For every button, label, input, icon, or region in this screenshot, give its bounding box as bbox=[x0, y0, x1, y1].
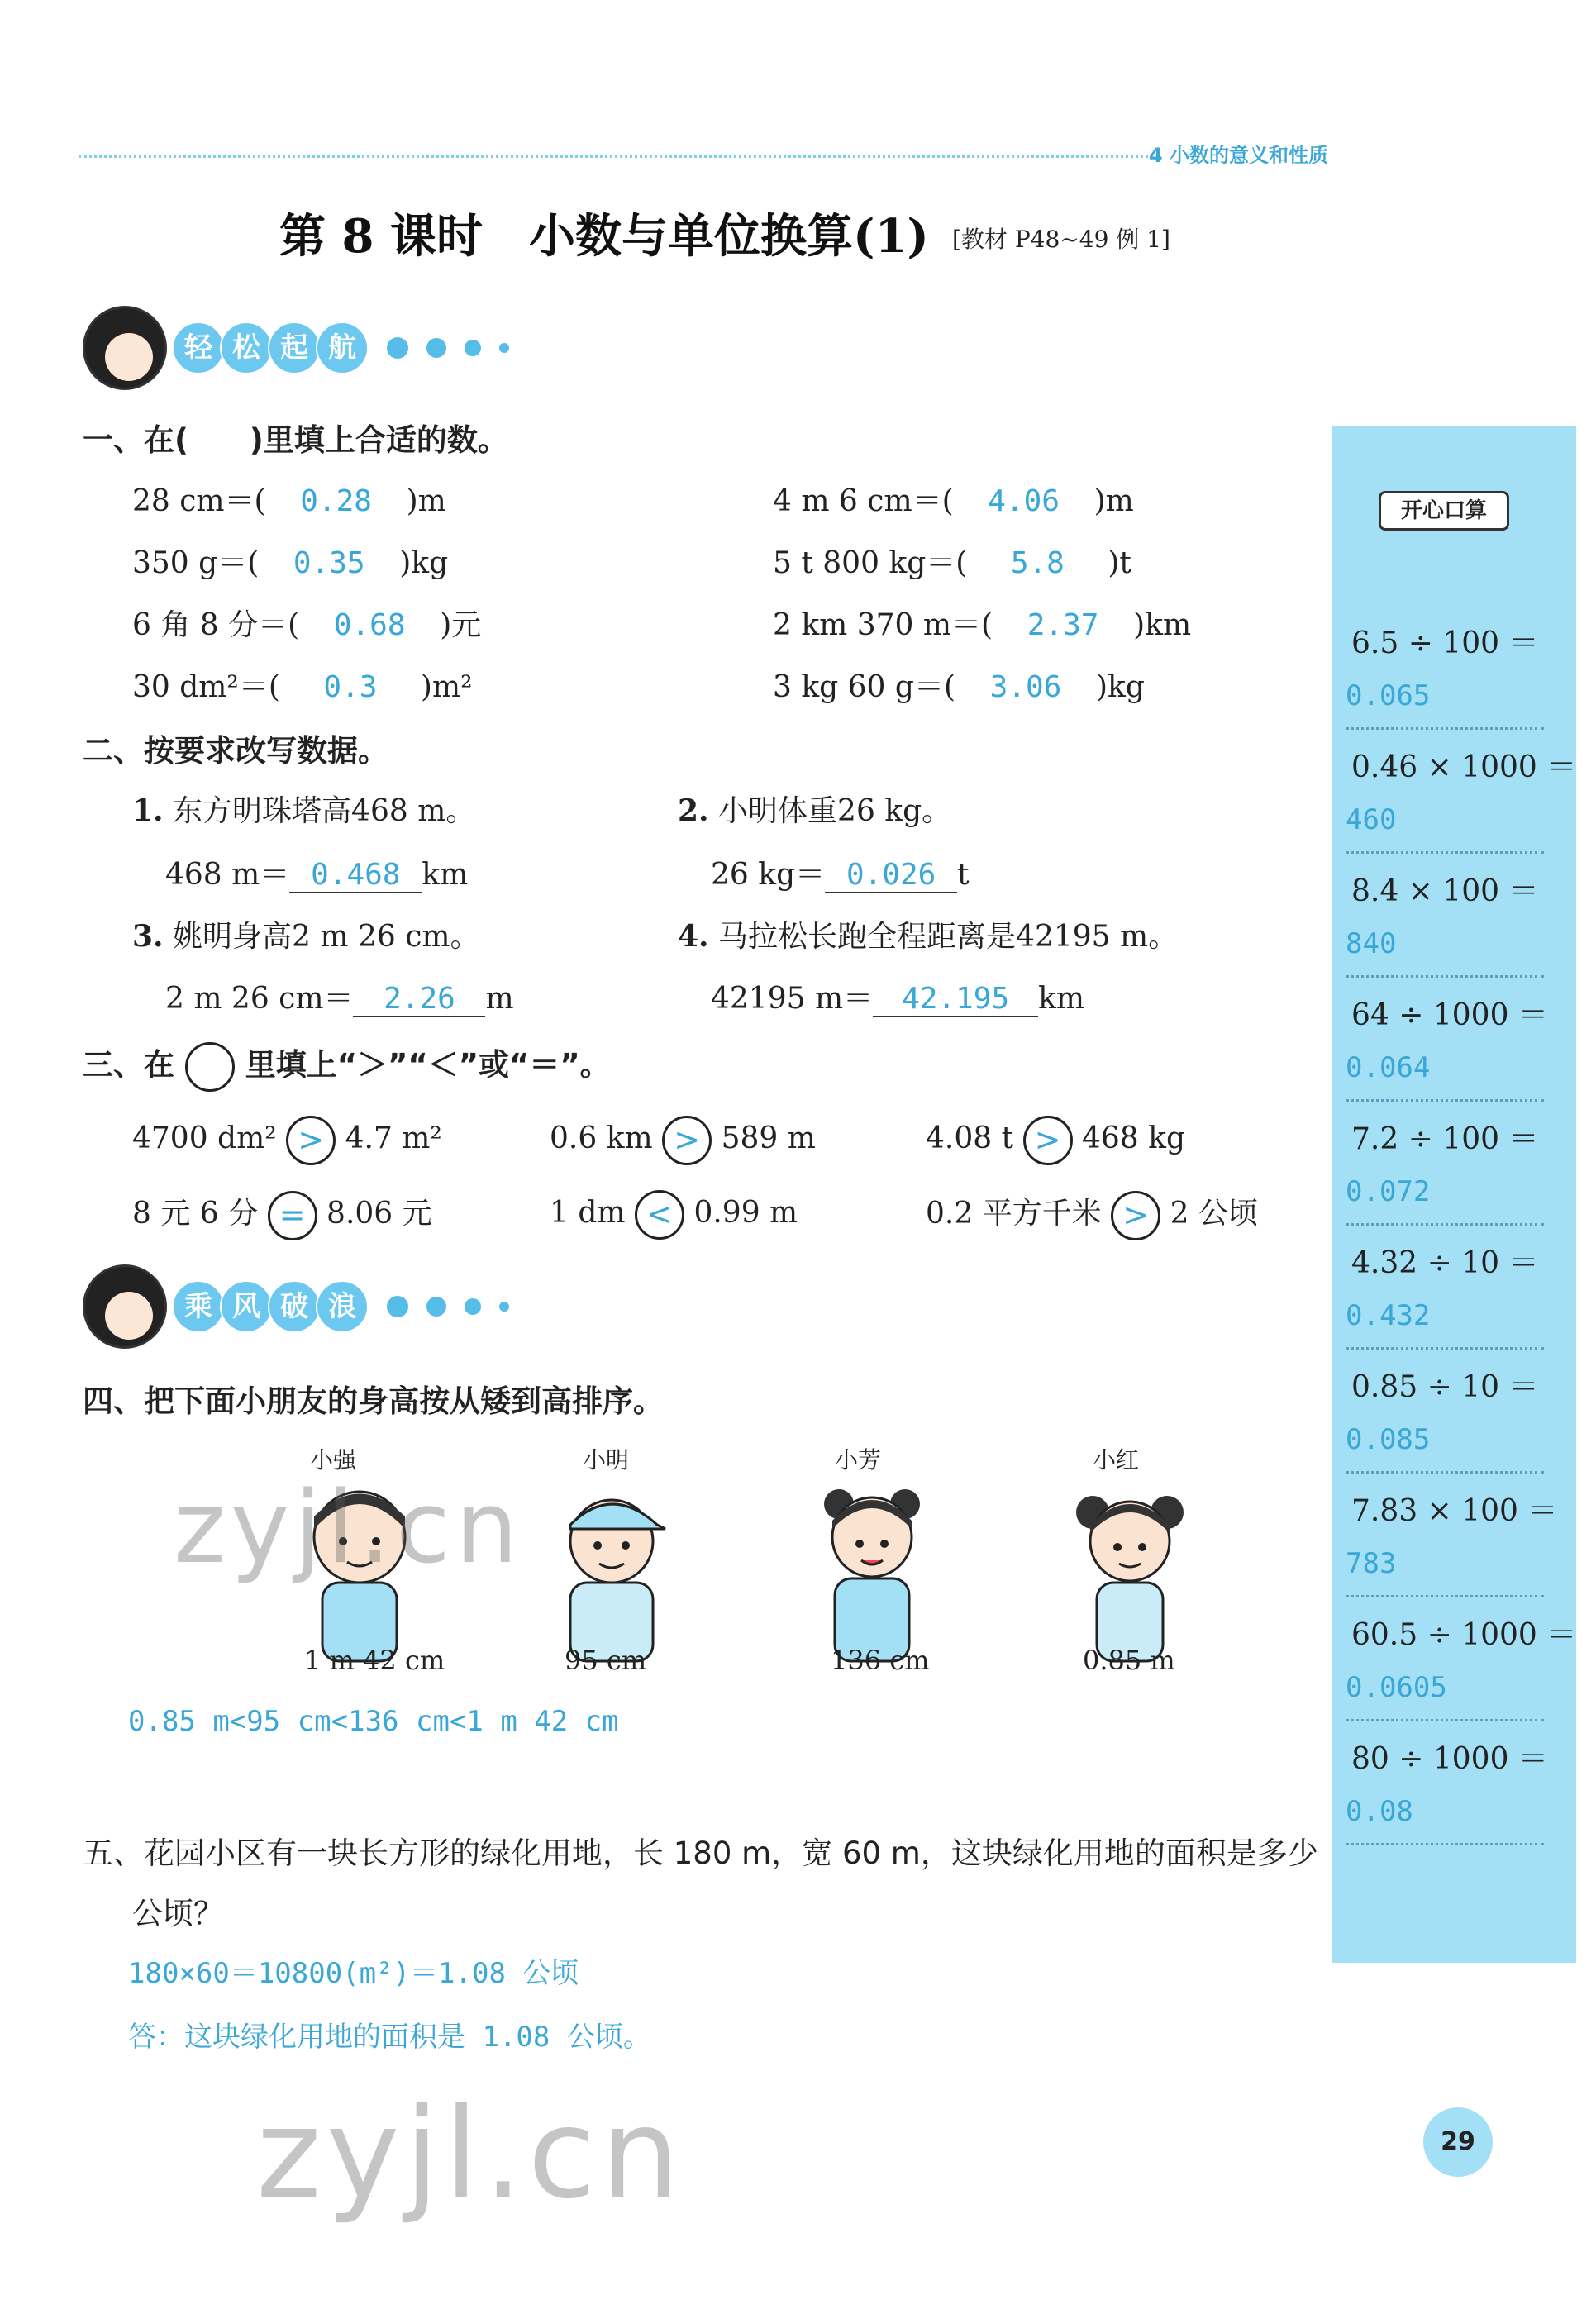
q4-answer: 0.85 m<95 cm<136 cm<1 m 42 cm bbox=[128, 1705, 619, 1738]
sidebar-title: 开心口算 bbox=[1379, 491, 1509, 531]
q5-answer: 答：这块绿化用地的面积是 1.08 公顷。 bbox=[128, 2021, 651, 2054]
page-number: 29 bbox=[1423, 2107, 1493, 2177]
textbook-reference: [教材 P48~49 例 1] bbox=[952, 226, 1170, 253]
q2-item-answer: 468 m＝ 0.468 km bbox=[165, 858, 469, 892]
sidebar-question: 8.4 × 100 ＝ bbox=[1351, 874, 1539, 908]
q3-compare: 4700 dm² > 4.7 m² bbox=[132, 1116, 442, 1165]
q2-item-text: 1. 东方明珠塔高468 m。 bbox=[132, 793, 476, 828]
banner-char: 浪 bbox=[316, 1280, 369, 1333]
kid-name: 小强 bbox=[310, 1446, 357, 1474]
banner-char: 松 bbox=[220, 321, 273, 374]
sidebar-answer: 460 bbox=[1346, 803, 1397, 836]
q2-item-text: 4. 马拉松长跑全程距离是42195 m。 bbox=[678, 919, 1179, 954]
girl-avatar-icon bbox=[83, 306, 167, 390]
q3-compare: 1 dm < 0.99 m bbox=[550, 1190, 798, 1240]
banner-char: 破 bbox=[268, 1280, 321, 1333]
sidebar-divider bbox=[1346, 1719, 1544, 1721]
sidebar-question: 7.83 × 100 ＝ bbox=[1351, 1494, 1558, 1528]
q2-item-answer: 2 m 26 cm＝ 2.26 m bbox=[165, 982, 514, 1016]
header-dotted-line bbox=[79, 155, 1153, 158]
q1-row-left: 6 角 8 分＝( 0.68 )元 bbox=[132, 608, 482, 642]
sidebar-question: 80 ÷ 1000 ＝ bbox=[1351, 1742, 1548, 1776]
q2-item-text: 3. 姚明身高2 m 26 cm。 bbox=[132, 919, 480, 954]
section-banner-2 bbox=[83, 1264, 509, 1349]
banner-char: 轻 bbox=[172, 321, 225, 374]
sidebar-answer: 0.08 bbox=[1346, 1795, 1413, 1828]
sidebar-divider bbox=[1346, 1595, 1544, 1597]
sidebar-answer: 0.064 bbox=[1346, 1051, 1431, 1084]
sidebar-question: 4.32 ÷ 10 ＝ bbox=[1351, 1246, 1539, 1280]
decor-dot bbox=[499, 1302, 509, 1312]
q1-row-right: 4 m 6 cm＝( 4.06 )m bbox=[773, 484, 1134, 518]
sidebar-divider bbox=[1346, 1843, 1544, 1845]
sidebar-divider bbox=[1346, 727, 1544, 730]
q3-compare: 8 元 6 分 = 8.06 元 bbox=[132, 1190, 432, 1240]
q3-compare: 0.6 km > 589 m bbox=[550, 1116, 816, 1165]
kid-name: 小明 bbox=[583, 1446, 630, 1474]
watermark-text: zyjl.cn bbox=[256, 2083, 685, 2226]
empty-circle-icon bbox=[185, 1042, 235, 1092]
sidebar-question: 60.5 ÷ 1000 ＝ bbox=[1351, 1618, 1577, 1652]
section-banner-1 bbox=[83, 306, 509, 390]
girl-with-buns-illustration-icon bbox=[1060, 1479, 1200, 1669]
decor-dot bbox=[387, 1296, 408, 1317]
boy-with-cap-illustration-icon bbox=[541, 1479, 682, 1669]
decor-dot bbox=[387, 337, 408, 359]
sidebar-question: 0.46 × 1000 ＝ bbox=[1351, 750, 1577, 784]
q1-heading: 一、在( )里填上合适的数。 bbox=[83, 422, 508, 458]
sidebar-answer: 840 bbox=[1346, 927, 1397, 960]
q5-heading-continued: 公顷？ bbox=[132, 1896, 224, 1931]
q1-row-right: 3 kg 60 g＝( 3.06 )kg bbox=[773, 670, 1145, 704]
sidebar-answer: 783 bbox=[1346, 1547, 1397, 1580]
q3-compare: 4.08 t > 468 kg bbox=[926, 1116, 1185, 1165]
sidebar-answer: 0.432 bbox=[1346, 1299, 1431, 1332]
q2-item-answer: 26 kg＝ 0.026 t bbox=[711, 858, 970, 892]
decor-dot bbox=[465, 1298, 481, 1315]
sidebar-answer: 0.065 bbox=[1346, 679, 1431, 712]
sidebar-answer: 0.072 bbox=[1346, 1175, 1431, 1208]
sidebar-answer: 0.085 bbox=[1346, 1423, 1431, 1456]
sidebar-question: 6.5 ÷ 100 ＝ bbox=[1351, 626, 1539, 660]
sidebar-question: 64 ÷ 1000 ＝ bbox=[1351, 998, 1548, 1032]
q1-row-right: 2 km 370 m＝( 2.37 )km bbox=[773, 608, 1192, 642]
girl-avatar-icon bbox=[83, 1264, 167, 1349]
q2-heading: 二、按要求改写数据。 bbox=[83, 733, 388, 769]
sidebar-divider bbox=[1346, 1223, 1544, 1226]
kid-height: 1 m 42 cm bbox=[304, 1645, 445, 1676]
sidebar-divider bbox=[1346, 1099, 1544, 1102]
sidebar-divider bbox=[1346, 1347, 1544, 1350]
decor-dot bbox=[426, 338, 446, 358]
sidebar-divider bbox=[1346, 975, 1544, 978]
q3-compare: 0.2 平方千米 > 2 公顷 bbox=[926, 1190, 1258, 1240]
q5-heading: 五、花园小区有一块长方形的绿化用地，长 180 m，宽 60 m，这块绿化用地的面积是多少 bbox=[83, 1835, 1318, 1871]
q5-calculation: 180×60＝10800(m²)＝1.08 公顷 bbox=[128, 1957, 579, 1990]
sidebar-answer: 0.0605 bbox=[1346, 1671, 1447, 1704]
sidebar-question: 7.2 ÷ 100 ＝ bbox=[1351, 1122, 1539, 1156]
decor-dot bbox=[465, 340, 481, 356]
q2-item-text: 2. 小明体重26 kg。 bbox=[678, 793, 952, 828]
sidebar-question: 0.85 ÷ 10 ＝ bbox=[1351, 1370, 1539, 1404]
decor-dot bbox=[499, 343, 509, 353]
q2-item-answer: 42195 m＝ 42.195 km bbox=[711, 982, 1085, 1016]
banner-char: 航 bbox=[316, 321, 369, 374]
q1-row-left: 28 cm＝( 0.28 )m bbox=[132, 484, 446, 518]
banner-char: 风 bbox=[220, 1280, 273, 1333]
banner-char: 起 bbox=[268, 321, 321, 374]
banner-char: 乘 bbox=[172, 1280, 225, 1333]
q1-row-right: 5 t 800 kg＝( 5.8 )t bbox=[773, 546, 1131, 580]
kid-name: 小红 bbox=[1093, 1446, 1140, 1474]
girl-illustration-icon bbox=[802, 1479, 942, 1669]
kid-height: 0.85 m bbox=[1083, 1645, 1175, 1676]
q1-row-left: 350 g＝( 0.35 )kg bbox=[132, 546, 449, 580]
q4-heading: 四、把下面小朋友的身高按从矮到高排序。 bbox=[83, 1383, 664, 1419]
kid-name: 小芳 bbox=[835, 1446, 882, 1474]
decor-dot bbox=[426, 1297, 446, 1317]
q3-heading: 三、在 里填上“＞”“＜”或“＝”。 bbox=[83, 1040, 611, 1092]
chapter-label: 4 小数的意义和性质 bbox=[1149, 144, 1329, 167]
kid-height: 95 cm bbox=[565, 1645, 647, 1676]
kid-height: 136 cm bbox=[831, 1645, 930, 1676]
sidebar-divider bbox=[1346, 1471, 1544, 1474]
q1-row-left: 30 dm²＝( 0.3 )m² bbox=[132, 670, 473, 704]
page-title: 第 8 课时 小数与单位换算(1) bbox=[279, 209, 929, 264]
watermark-text: zyjl.cn bbox=[174, 1471, 523, 1586]
sidebar-divider bbox=[1346, 851, 1544, 854]
